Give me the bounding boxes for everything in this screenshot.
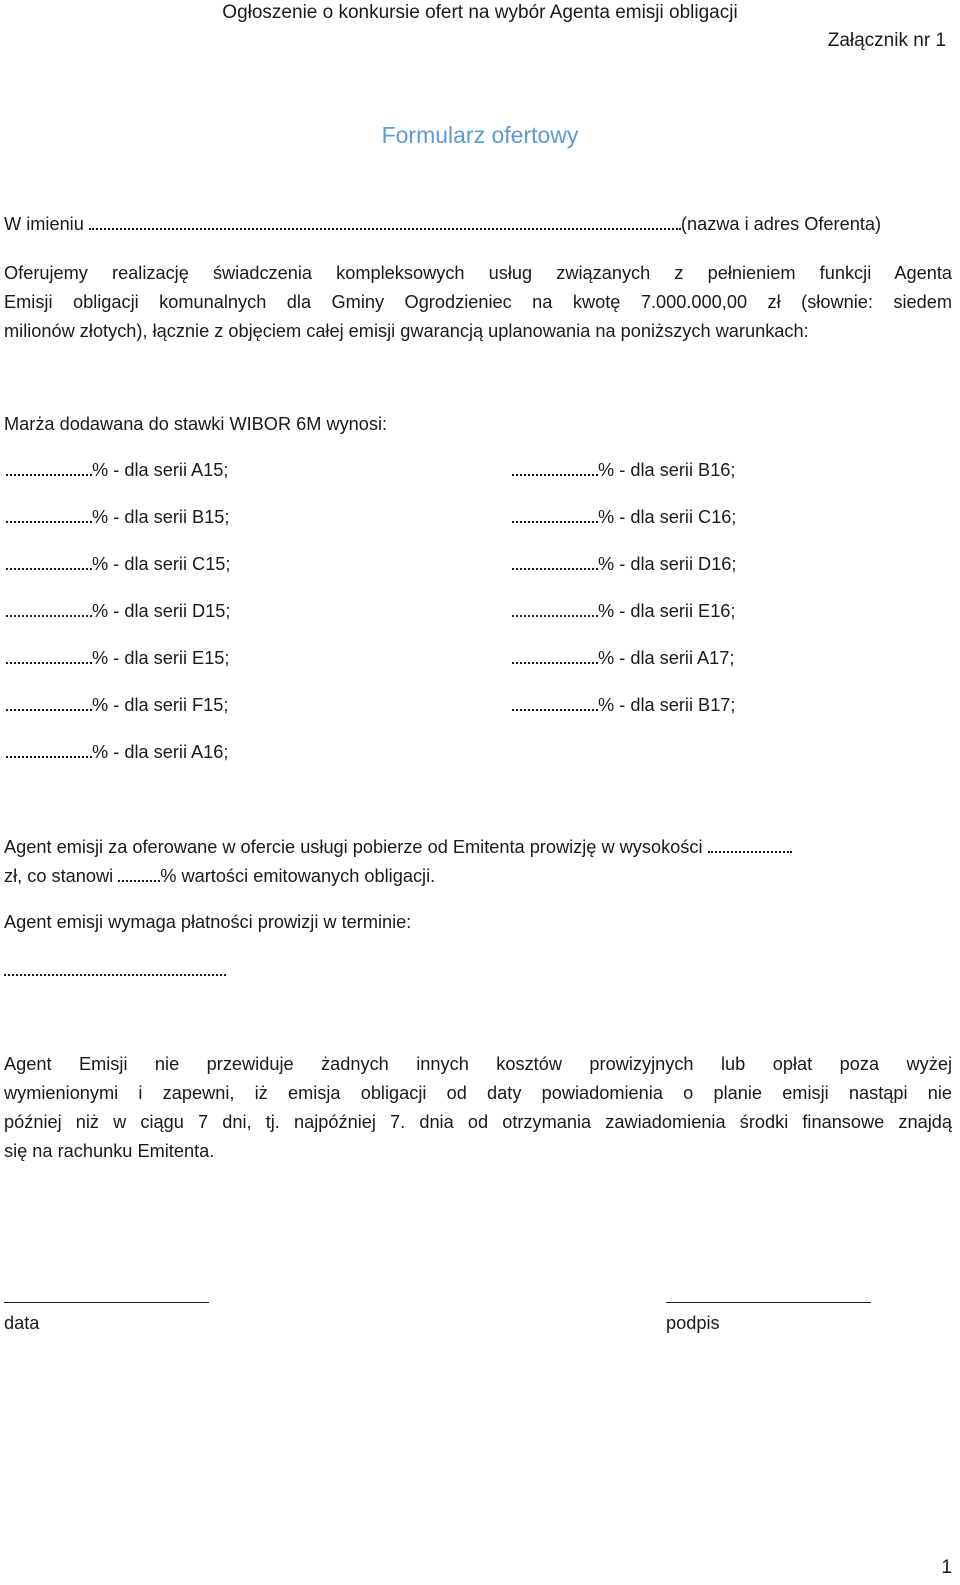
- rate-input-field[interactable]: [512, 509, 598, 523]
- offeror-prefix: W imieniu: [4, 214, 84, 234]
- closing-paragraph-line: wymienionymi i zapewni, iż emisja obligacji od daty powiadomienia o planie emisji nastąpi nie: [4, 1083, 952, 1103]
- rate-input-field[interactable]: [6, 462, 92, 476]
- rate-input-field[interactable]: [512, 697, 598, 711]
- rate-label: % - dla serii C15;: [92, 554, 231, 574]
- rate-row: [512, 507, 736, 528]
- payment-term-line: [4, 960, 226, 981]
- rate-input-field[interactable]: [6, 509, 92, 523]
- rate-input-field[interactable]: [6, 603, 92, 617]
- rate-label: % - dla serii B15;: [92, 507, 230, 527]
- closing-paragraph-line: później niż w ciągu 7 dni, tj. najpóźniej 7. dnia od otrzymania zawiadomienia środki finansowe znajdą: [4, 1112, 952, 1132]
- rate-row: [512, 601, 735, 622]
- payment-term-label: Agent emisji wymaga płatności prowizji w terminie:: [4, 912, 412, 932]
- rate-row: [6, 742, 228, 763]
- rate-input-field[interactable]: [6, 650, 92, 664]
- commission-percent-text: % wartości emitowanych obligacji.: [160, 866, 436, 886]
- closing-paragraph: [4, 1050, 952, 1166]
- closing-paragraph-line: się na rachunku Emitenta.: [4, 1141, 215, 1161]
- rate-input-field[interactable]: [6, 697, 92, 711]
- rate-row: [6, 695, 228, 716]
- date-signature-line[interactable]: [4, 1302, 209, 1303]
- rate-label: % - dla serii A17;: [598, 648, 735, 668]
- signature-label: podpis: [666, 1313, 720, 1333]
- rate-label: % - dla serii E16;: [598, 601, 736, 621]
- commission-percent-field[interactable]: [118, 868, 160, 882]
- payment-term-field[interactable]: [4, 962, 226, 976]
- rate-row: [512, 554, 736, 575]
- rate-label: % - dla serii A16;: [92, 742, 229, 762]
- attachment-label: Załącznik nr 1: [827, 30, 946, 51]
- rate-input-field[interactable]: [512, 462, 598, 476]
- rate-row: [6, 460, 228, 481]
- offer-paragraph-line: Emisji obligacji komunalnych dla Gminy Ogrodzieniec na kwotę 7.000.000,00 zł (słownie: siedem: [4, 292, 952, 312]
- rate-input-field[interactable]: [6, 556, 92, 570]
- rate-label: % - dla serii D15;: [92, 601, 231, 621]
- form-title: Formularz ofertowy: [381, 122, 579, 148]
- rate-row: [512, 695, 735, 716]
- rate-row: [512, 648, 734, 669]
- rate-label: % - dla serii F15;: [92, 695, 229, 715]
- rate-label: % - dla serii E15;: [92, 648, 230, 668]
- rate-label: % - dla serii B16;: [598, 460, 736, 480]
- commission-amount-field[interactable]: [708, 839, 792, 853]
- offer-paragraph: [4, 259, 952, 346]
- rate-label: % - dla serii D16;: [598, 554, 737, 574]
- rate-label: % - dla serii C16;: [598, 507, 737, 527]
- commission-currency-text: zł, co stanowi: [4, 866, 114, 886]
- offeror-line: [4, 214, 881, 235]
- rate-label: % - dla serii A15;: [92, 460, 229, 480]
- rate-input-field[interactable]: [512, 603, 598, 617]
- commission-line-1: [4, 837, 792, 858]
- rate-row: [6, 554, 230, 575]
- margin-heading: Marża dodawana do stawki WIBOR 6M wynosi:: [4, 414, 388, 434]
- page-number: 1: [941, 1557, 952, 1578]
- rate-row: [6, 601, 230, 622]
- rate-input-field[interactable]: [6, 744, 92, 758]
- document-header-title: Ogłoszenie o konkursie ofert na wybór Agenta emisji obligacji: [222, 2, 738, 23]
- rate-label: % - dla serii B17;: [598, 695, 736, 715]
- offeror-name-field[interactable]: [89, 216, 681, 230]
- rate-row: [6, 648, 229, 669]
- commission-text: Agent emisji za oferowane w ofercie usługi pobierze od Emitenta prowizję w wysokości: [4, 837, 703, 857]
- offer-paragraph-line: milionów złotych), łącznie z objęciem całej emisji gwarancją uplanowania na poniższych warunkach:: [4, 321, 809, 341]
- commission-line-2: [4, 866, 435, 887]
- signature-line[interactable]: [666, 1302, 871, 1303]
- offeror-suffix: (nazwa i adres Oferenta): [680, 214, 882, 234]
- offer-paragraph-line: Oferujemy realizację świadczenia kompleksowych usług związanych z pełnieniem funkcji Agenta: [4, 263, 952, 283]
- date-label: data: [4, 1313, 40, 1333]
- rate-row: [512, 460, 735, 481]
- rate-row: [6, 507, 229, 528]
- closing-paragraph-line: Agent Emisji nie przewiduje żadnych innych kosztów prowizyjnych lub opłat poza wyżej: [4, 1054, 952, 1074]
- rate-input-field[interactable]: [512, 556, 598, 570]
- rate-input-field[interactable]: [512, 650, 598, 664]
